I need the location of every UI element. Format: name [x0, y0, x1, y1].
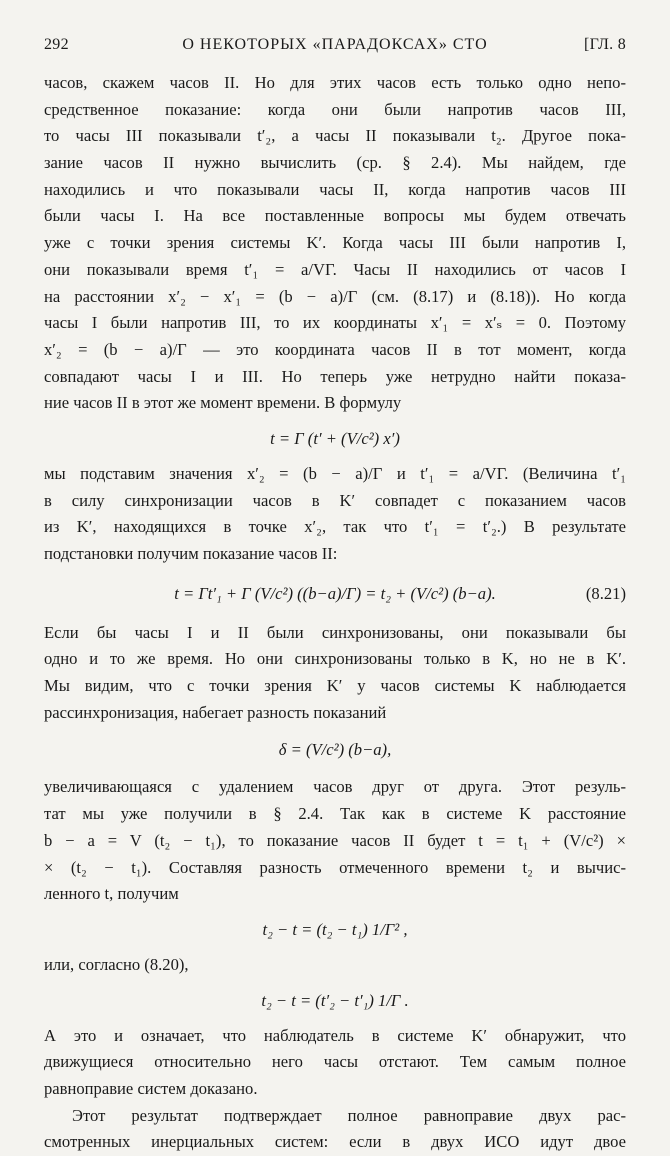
paragraph-6: [44, 1023, 626, 1103]
paragraph-2: [44, 461, 626, 568]
text-line: увеличивающаяся с удалением часов друг от друга. Этот резуль-: [44, 777, 626, 797]
text-line: зание часов II нужно вычислить (ср. § 2.4). Мы найдем, где: [44, 153, 626, 173]
text-line: мы подставим значения x′₂ = (b − a)/Γ и t′₁ = a/VΓ. (Величина t′₁: [44, 463, 626, 483]
equation-3: δ = (V/c²) (b−a),: [278, 740, 392, 760]
paragraph-5: [44, 952, 626, 979]
text-line: были часы I. На все поставленные вопросы мы будем отвечать: [44, 206, 626, 226]
text-line: x′₂ = (b − a)/Γ — это координата часов II в тот момент, когда: [44, 339, 626, 359]
page-number: 292: [44, 36, 69, 53]
text-line: то часы III показывали t′₂, а часы II показывали t₂. Другое пока-: [44, 126, 626, 146]
text-line: движущиеся относительно него часы отстают. Тем самым полное: [44, 1052, 626, 1072]
text-line: они показывали время t′₁ = a/VΓ. Часы II находились от часов I: [44, 259, 626, 279]
page-body: [44, 70, 626, 1156]
equation-number: (8.21): [585, 583, 626, 603]
text-line: Этот результат подтверждает полное равноправие двух рас-: [72, 1105, 626, 1125]
paragraph-4: [44, 774, 626, 907]
text-line: А это и означает, что наблюдатель в системе K′ обнаружит, что: [44, 1025, 626, 1045]
text-line: находились и что показывали часы II, когда напротив часов III: [44, 179, 626, 199]
text-line: уже с точки зрения системы K′. Когда часы III были напротив I,: [44, 233, 626, 253]
text-line: рассинхронизация, набегает разность показаний: [44, 702, 387, 722]
chapter-label: [ГЛ. 8: [583, 36, 626, 53]
running-title: О НЕКОТОРЫХ «ПАРАДОКСАХ» СТО: [182, 36, 488, 53]
text-line: Если бы часы I и II были синхронизованы, они показывали бы: [44, 622, 626, 642]
text-line: подстановки получим показание часов II:: [44, 544, 338, 563]
equation-5: t₂ − t = (t′₂ − t′₁) 1/Γ .: [261, 990, 409, 1010]
text-line: b − a = V (t₂ − t₁), то показание часов II будет t = t₁ + (V/c²) ×: [44, 830, 626, 850]
text-line: часов, скажем часов II. Но для этих часов есть только одно непо-: [44, 73, 626, 92]
text-line: × (t₂ − t₁). Составляя разность отмеченного времени t₂ и вычис-: [44, 857, 626, 877]
text-line: ние часов II в этот же момент времени. В формулу: [44, 393, 402, 413]
equation-2-row: [44, 568, 626, 620]
text-line: средственное показание: когда они были напротив часов III,: [44, 99, 626, 119]
text-line: в силу синхронизации часов в K′ совпадет с показанием часов: [44, 490, 626, 510]
text-line: из K′, находящихся в точке x′₂, так что t′₁ = t′₂.) В результате: [44, 517, 626, 537]
equation-1: t = Γ (t′ + (V/c²) x′): [270, 428, 400, 448]
paragraph-3: [44, 620, 626, 727]
text-line: тат мы уже получили в § 2.4. Так как в системе K расстояние: [44, 804, 626, 824]
paragraph-1: [44, 70, 626, 417]
equation-4: t₂ − t = (t₂ − t₁) 1/Γ² ,: [262, 919, 408, 939]
text-line: часы I были напротив III, то их координаты x′₁ = x′ₛ = 0. Поэтому: [44, 313, 626, 333]
text-line: совпадают часы I и III. Но теперь уже нетрудно найти показа-: [44, 366, 626, 386]
text-line: равноправие систем доказано.: [44, 1078, 258, 1098]
text-line: или, согласно (8.20),: [44, 954, 189, 974]
equation-2: t = Γt′₁ + Γ (V/c²) ((b−a)/Γ) = t₂ + (V/c²) (b−a).: [174, 583, 496, 603]
text-line: на расстоянии x′₂ − x′₁ = (b − a)/Γ (см. (8.17) и (8.18)). Но когда: [44, 286, 626, 306]
paragraph-7: [44, 1103, 626, 1156]
text-line: одно и то же время. Но они синхронизованы только в K, но не в K′.: [44, 649, 626, 669]
text-line: смотренных инерциальных систем: если в двух ИСО идут двое: [44, 1132, 626, 1152]
text-line: ленного t, получим: [44, 884, 179, 904]
text-line: Мы видим, что с точки зрения K′ у часов системы K наблюдается: [44, 676, 626, 696]
